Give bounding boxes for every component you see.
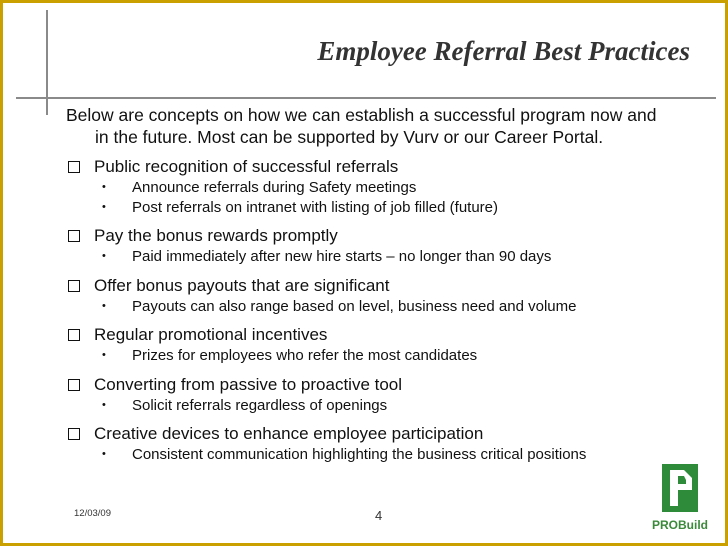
list-item [66,275,666,317]
item-text: Public recognition of successful referrals [94,157,399,176]
checkbox-bullet-icon [68,230,80,242]
item-text: Offer bonus payouts that are significant [94,275,390,295]
item-text: Regular promotional incentives [94,325,328,344]
sub-item-text: Announce referrals during Safety meetings [132,179,417,196]
list-item [66,423,666,465]
checkbox-bullet-icon [68,428,80,440]
bullet-icon: • [102,349,106,361]
checkbox-bullet-icon [68,280,80,292]
sub-item-text: Solicit referrals regardless of openings [132,396,388,414]
list-item [66,374,666,416]
decorative-horizontal-line [16,97,716,99]
slide-title: Employee Referral Best Practices [317,36,690,66]
sub-item-text: Post referrals on intranet with listing of job filled (future) [132,198,498,216]
intro-paragraph: Below are concepts on how we can establish a successful program now and in the future. Most can be supported by Vurv or our Career Portal. [66,105,657,147]
checkbox-bullet-icon [68,329,80,341]
bullet-icon: • [102,398,106,411]
bullet-icon: • [102,299,106,312]
bullet-icon: • [102,181,106,193]
page-number: 4 [375,508,383,523]
decorative-vertical-line [46,10,48,115]
probuild-logo-icon [648,462,712,516]
bullet-icon: • [102,250,106,262]
sub-item-text: Prizes for employees who refer the most candidates [132,347,478,364]
footer-date: 12/03/09 [74,508,111,519]
bullet-icon: • [102,448,106,460]
list-item [66,324,666,366]
item-text: Converting from passive to proactive tool [94,374,403,394]
sub-item-text: Paid immediately after new hire starts – no longer than 90 days [132,248,552,265]
slide-content [66,104,666,473]
bullet-icon: • [102,200,106,213]
checkbox-bullet-icon [68,161,80,173]
item-text: Pay the bonus rewards promptly [94,226,338,245]
logo-wordmark: PROBuild [652,518,708,532]
list-item [66,156,666,217]
checkbox-bullet-icon [68,379,80,391]
list-item [66,225,666,267]
probuild-logo [648,462,712,532]
sub-item-text: Consistent communication highlighting the business critical positions [132,446,587,463]
item-text: Creative devices to enhance employee participation [94,424,484,443]
sub-item-text: Payouts can also range based on level, business need and volume [132,297,577,315]
